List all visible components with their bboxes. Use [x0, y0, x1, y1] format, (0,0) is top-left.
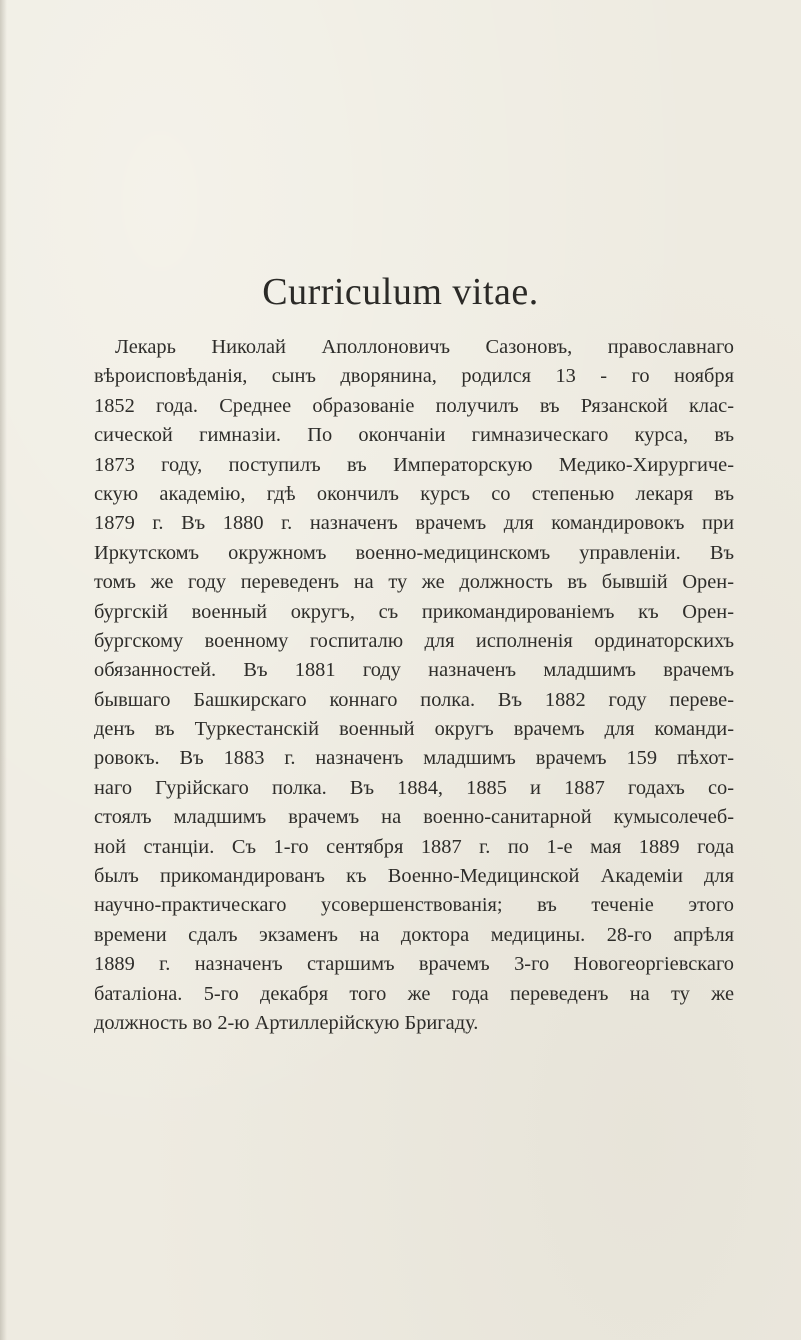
text-line: 1889 г. назначенъ старшимъ врачемъ 3-го Новогеоргіевскаго [94, 953, 734, 976]
page-edge-shadow [0, 0, 7, 1340]
text-line: наго Гурійскаго полка. Въ 1884, 1885 и 1887 годахъ со- [94, 776, 734, 799]
text-line: былъ прикомандированъ къ Военно-Медицинской Академіи для [94, 865, 734, 888]
text-line: бургскій военный округъ, съ прикомандированіемъ къ Орен- [94, 600, 734, 623]
text-line: денъ въ Туркестанскій военный округъ врачемъ для команди- [94, 718, 734, 741]
text-line: Иркутскомъ окружномъ военно-медицинскомъ управленіи. Въ [94, 541, 734, 564]
text-line: вѣроисповѣданія, сынъ дворянина, родился 13 - го ноября [94, 365, 734, 388]
text-line: томъ же году переведенъ на ту же должность въ бывшій Орен- [94, 571, 734, 594]
biography-paragraph [94, 333, 734, 1038]
text-line: 1879 г. Въ 1880 г. назначенъ врачемъ для командировокъ при [94, 512, 734, 535]
text-line: сической гимназіи. По окончаніи гимназическаго курса, въ [94, 424, 734, 447]
text-line: должность во 2-ю Артиллерійскую Бригаду. [94, 1011, 479, 1034]
text-line: 1852 года. Среднее образованіе получилъ въ Рязанской клас- [94, 394, 734, 417]
text-line: 1873 году, поступилъ въ Императорскую Медико-Хирургиче- [94, 453, 734, 476]
text-line: ровокъ. Въ 1883 г. назначенъ младшимъ врачемъ 159 пѣхот- [94, 747, 734, 770]
text-line: Лекарь Николай Аполлоновичъ Сазоновъ, православнаго [115, 336, 734, 358]
text-line: бывшаго Башкирскаго коннаго полка. Въ 1882 году переве- [94, 688, 734, 711]
text-line: стоялъ младшимъ врачемъ на военно-санитарной кумысолечеб- [94, 806, 734, 829]
text-line: научно-практическаго усовершенствованія; въ теченіе этого [94, 894, 734, 917]
document-title: Curriculum vitae. [262, 271, 539, 313]
text-line: скую академію, гдѣ окончилъ курсъ со степенью лекаря въ [94, 482, 734, 505]
text-line: бургскому военному госпиталю для исполненія ординаторскихъ [94, 629, 734, 652]
text-line: обязанностей. Въ 1881 году назначенъ младшимъ врачемъ [94, 659, 734, 682]
text-line: ной станціи. Съ 1-го сентября 1887 г. по 1-е мая 1889 года [94, 835, 734, 858]
text-line: баталіона. 5-го декабря того же года переведенъ на ту же [94, 982, 734, 1005]
text-line: времени сдалъ экзаменъ на доктора медицины. 28-го апрѣля [94, 923, 734, 946]
